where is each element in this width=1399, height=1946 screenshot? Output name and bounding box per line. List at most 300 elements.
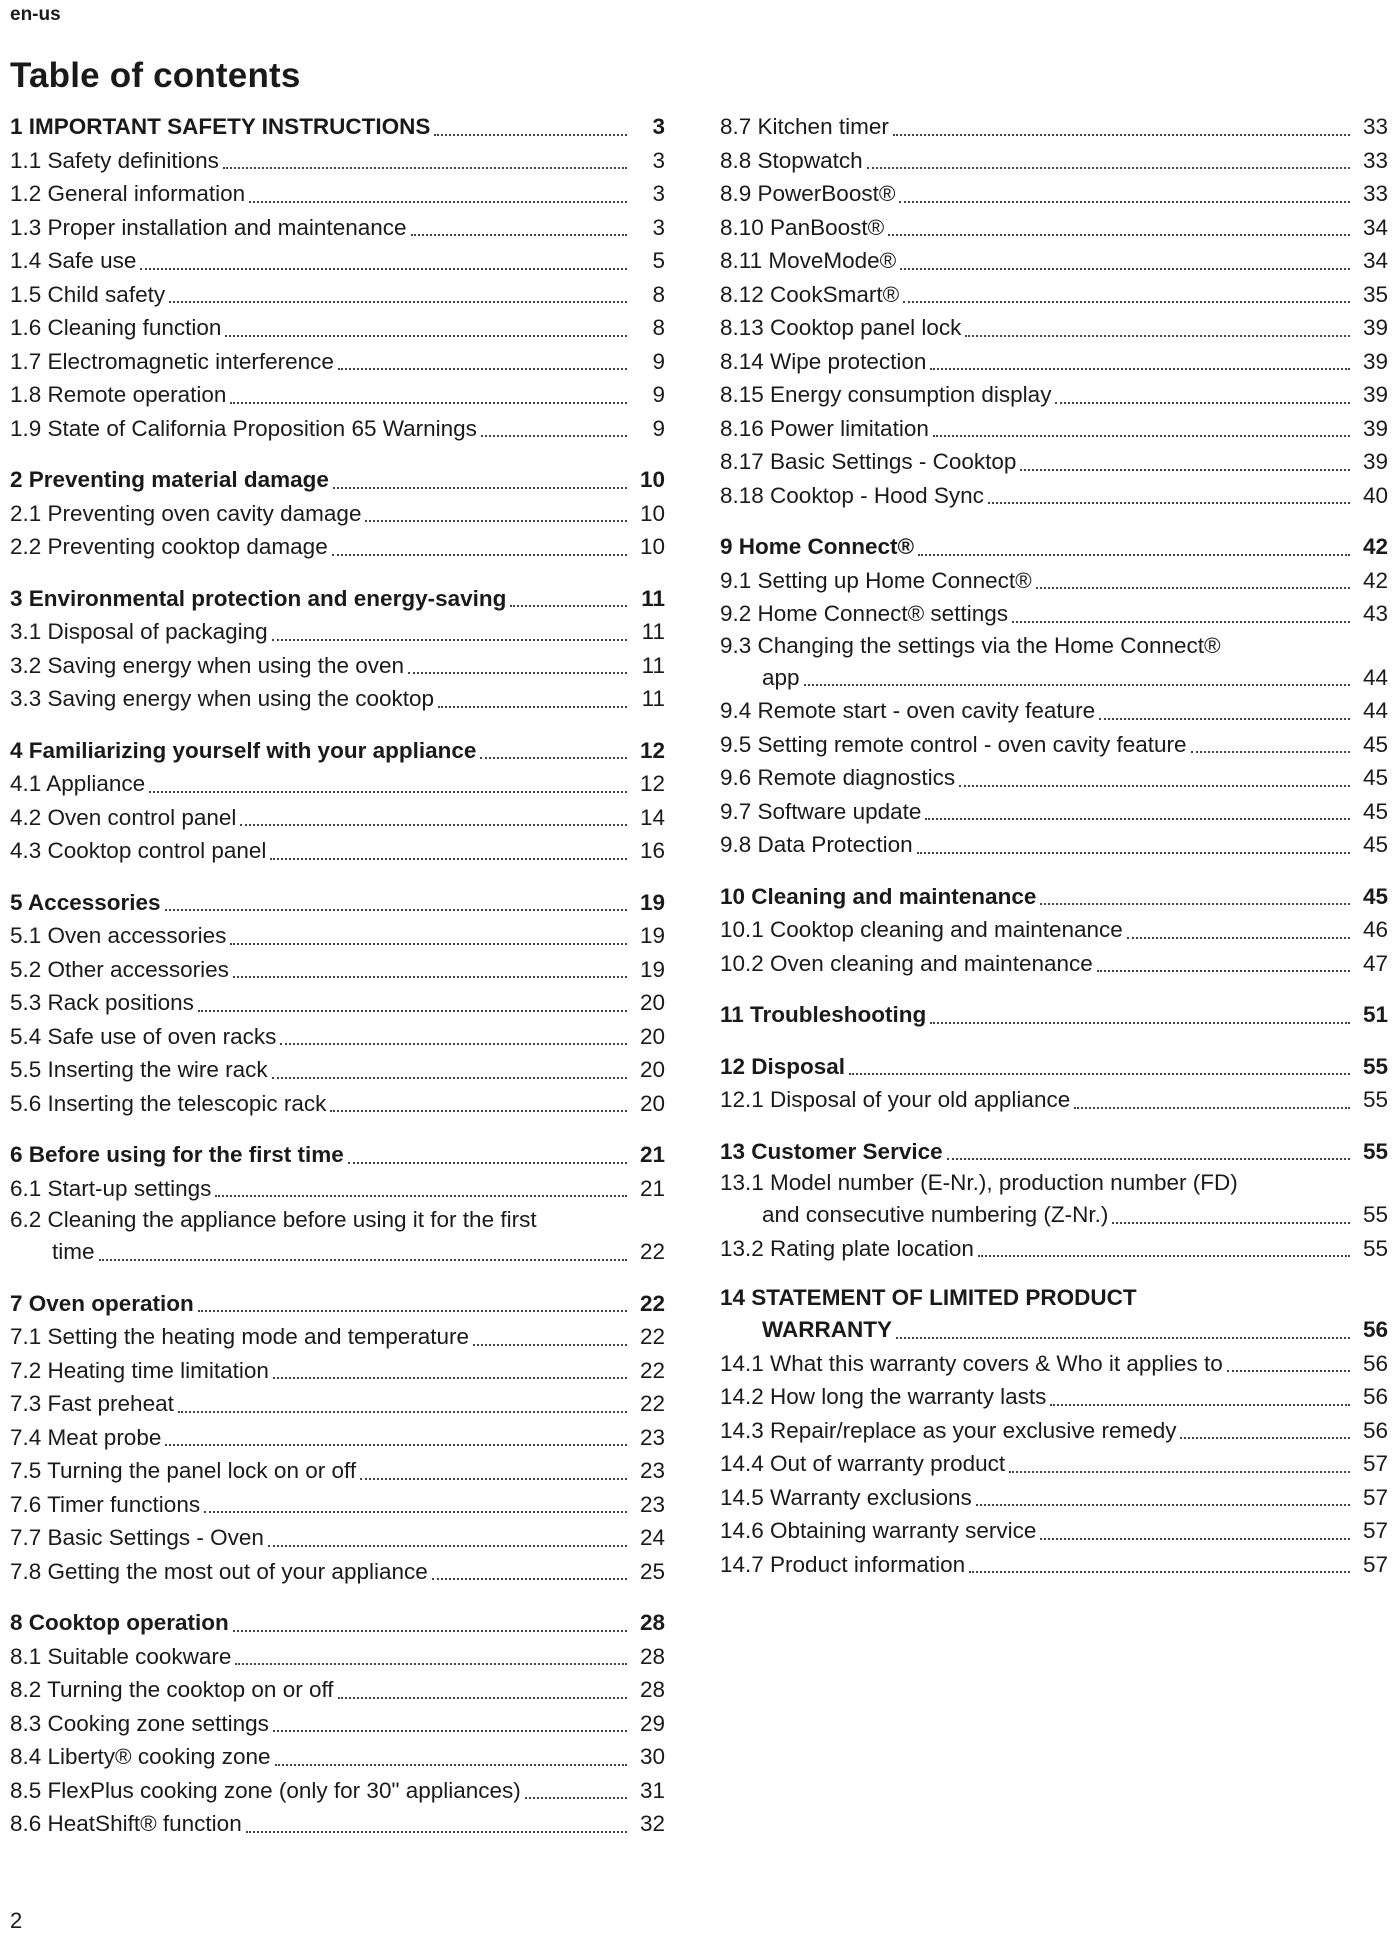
toc-chapter-page: 45 [1362, 883, 1388, 909]
toc-entry-title: 14.7 Product information [720, 1551, 966, 1577]
toc-section [720, 1283, 1388, 1581]
toc-entry[interactable] [720, 728, 1388, 762]
toc-entry-page: 23 [639, 1424, 665, 1450]
dot-leader [1012, 621, 1350, 623]
toc-chapter-page: 3 [652, 114, 665, 139]
toc-entry[interactable] [720, 761, 1388, 795]
toc-entry-page: 45 [1362, 832, 1388, 857]
toc-chapter-page: 56 [1362, 1317, 1388, 1342]
dot-leader [338, 1697, 627, 1699]
toc-entry[interactable] [720, 1347, 1388, 1381]
toc-entry[interactable] [10, 177, 665, 211]
toc-entry-title: 1.7 Electromagnetic interference [10, 348, 334, 374]
toc-entry[interactable] [720, 1514, 1388, 1548]
toc-entry-title: 7.3 Fast preheat [10, 1391, 174, 1416]
toc-entry-title: 8.16 Power limitation [720, 415, 929, 441]
toc-entry[interactable] [10, 682, 665, 716]
toc-entry-title: 1.9 State of California Proposition 65 Warnings [10, 415, 477, 441]
toc-entry-page: 55 [1362, 1202, 1388, 1227]
toc-entry-page: 35 [1362, 281, 1388, 307]
dot-leader [1227, 1370, 1350, 1372]
toc-section [720, 110, 1388, 512]
toc-entry[interactable] [10, 1774, 665, 1808]
toc-entry-page: 55 [1362, 1235, 1388, 1261]
dot-leader [365, 520, 627, 522]
toc-entry-title: 5.4 Safe use of oven racks [10, 1023, 277, 1049]
toc-entry-title: 7.2 Heating time limitation [10, 1357, 269, 1383]
toc-entry-page: 22 [639, 1324, 665, 1349]
toc-entry[interactable] [10, 244, 665, 278]
toc-entry-title: 13.2 Rating plate location [720, 1235, 974, 1261]
dot-leader [230, 402, 627, 404]
toc-entry[interactable] [10, 986, 665, 1020]
toc-chapter[interactable] [720, 1050, 1388, 1084]
toc-entry[interactable] [10, 1020, 665, 1054]
toc-entry[interactable] [720, 947, 1388, 981]
toc-chapter[interactable] [10, 110, 665, 144]
toc-chapter-page: 11 [641, 585, 665, 611]
toc-entry-title: 4.1 Appliance [10, 771, 146, 796]
toc-entry-page: 56 [1362, 1417, 1388, 1443]
toc-chapter-page: 55 [1362, 1138, 1388, 1164]
toc-section [10, 1287, 665, 1589]
dot-leader [978, 1255, 1350, 1257]
dot-leader [332, 554, 627, 556]
dot-leader [804, 684, 1350, 686]
page-title: Table of contents [10, 56, 301, 95]
toc-entry[interactable] [720, 378, 1388, 412]
toc-entry[interactable] [720, 244, 1388, 278]
toc-entry-title: 5.5 Inserting the wire rack [10, 1057, 268, 1082]
toc-entry-title: 2.1 Preventing oven cavity damage [10, 500, 362, 526]
toc-entry-page: 25 [639, 1558, 665, 1584]
toc-chapter-title: 10 Cleaning and maintenance [720, 883, 1037, 909]
dot-leader [204, 1511, 627, 1513]
toc-entry-title: 8.1 Suitable cookware [10, 1643, 232, 1669]
toc-entry-title: 14.1 What this warranty covers & Who it applies to [720, 1350, 1223, 1376]
toc-entry[interactable] [720, 564, 1388, 598]
toc-entry-page: 8 [652, 315, 665, 340]
toc-chapter[interactable] [10, 1606, 665, 1640]
toc-entry[interactable] [10, 801, 665, 835]
toc-entry[interactable] [720, 795, 1388, 829]
toc-entry-title: 10.2 Oven cleaning and maintenance [720, 950, 1093, 976]
toc-entry-title: 7.1 Setting the heating mode and temperature [10, 1324, 470, 1349]
dot-leader [525, 1797, 627, 1799]
dot-leader [1050, 1404, 1350, 1406]
dot-leader [925, 818, 1350, 820]
dot-leader [223, 167, 627, 169]
dot-leader [273, 1377, 627, 1379]
toc-entry-page: 39 [1362, 449, 1388, 474]
toc-entry-page: 10 [639, 500, 665, 526]
toc-entry-title: 14.5 Warranty exclusions [720, 1484, 972, 1510]
dot-leader [338, 368, 627, 370]
toc-entry[interactable] [720, 144, 1388, 178]
toc-chapter[interactable] [10, 734, 665, 768]
toc-chapter-page: 12 [639, 737, 665, 763]
dot-leader [233, 976, 627, 978]
dot-leader [165, 1444, 627, 1446]
toc-entry-title: 8.3 Cooking zone settings [10, 1710, 269, 1736]
toc-entry-title: 8.5 FlexPlus cooking zone (only for 30" appliances) [10, 1777, 521, 1803]
toc-entry[interactable] [10, 497, 665, 531]
dot-leader [1009, 1471, 1350, 1473]
toc-entry-title: 8.9 PowerBoost® [720, 181, 896, 206]
toc-entry-title: 7.8 Getting the most out of your appliance [10, 1558, 428, 1584]
toc-entry-page: 33 [1362, 114, 1388, 139]
toc-entry[interactable] [10, 1673, 665, 1707]
language-tag: en-us [10, 4, 61, 25]
dot-leader [408, 672, 627, 674]
toc-entry-title-cont: time [52, 1239, 95, 1264]
toc-entry-page: 21 [639, 1175, 665, 1201]
dot-leader [246, 1831, 627, 1833]
toc-entry[interactable] [720, 1414, 1388, 1448]
toc-chapter-page: 19 [639, 889, 665, 915]
dot-leader [272, 639, 627, 641]
toc-entry-page: 24 [639, 1525, 665, 1550]
toc-entry[interactable] [10, 1053, 665, 1087]
toc-chapter-page: 10 [639, 467, 665, 492]
toc-entry[interactable] [720, 311, 1388, 345]
toc-entry[interactable] [720, 412, 1388, 446]
toc-entry[interactable] [10, 1740, 665, 1774]
dot-leader [896, 1337, 1350, 1339]
toc-entry[interactable] [10, 378, 665, 412]
toc-entry-page: 5 [652, 248, 665, 273]
toc-entry[interactable] [10, 834, 665, 868]
toc-entry[interactable] [10, 1320, 665, 1354]
dot-leader [270, 858, 627, 860]
dot-leader [1040, 1538, 1350, 1540]
toc-entry[interactable] [10, 1235, 665, 1269]
dot-leader [272, 1077, 627, 1079]
dot-leader [917, 852, 1350, 854]
toc-entry[interactable] [720, 1447, 1388, 1481]
toc-entry-page: 46 [1362, 917, 1388, 942]
toc-chapter-page: 22 [639, 1290, 665, 1316]
toc-entry[interactable] [10, 278, 665, 312]
toc-entry[interactable] [10, 1387, 665, 1421]
toc-entry-title: 9.5 Setting remote control - oven cavity feature [720, 731, 1187, 757]
dot-leader [215, 1195, 627, 1197]
toc-chapter[interactable] [720, 998, 1388, 1032]
dot-leader [99, 1259, 627, 1261]
dot-leader [235, 1663, 627, 1665]
toc-entry[interactable] [10, 345, 665, 379]
toc-entry-title: 8.13 Cooktop panel lock [720, 315, 962, 340]
toc-entry-title: 8.15 Energy consumption display [720, 382, 1052, 407]
dot-leader [249, 201, 627, 203]
toc-entry-page: 20 [639, 1057, 665, 1082]
toc-entry[interactable] [10, 919, 665, 953]
dot-leader [233, 1630, 627, 1632]
toc-entry-title: 5.2 Other accessories [10, 956, 229, 982]
toc-entry-page: 23 [639, 1458, 665, 1483]
toc-entry[interactable] [720, 1232, 1388, 1266]
dot-leader [149, 791, 627, 793]
toc-entry-title-line: 13.1 Model number (E-Nr.), production number (FD) [720, 1170, 1238, 1195]
toc-entry-page: 29 [639, 1710, 665, 1736]
toc-entry[interactable] [720, 211, 1388, 245]
toc-entry[interactable] [720, 1198, 1388, 1232]
toc-chapter-page: 42 [1362, 534, 1388, 559]
toc-entry-title: 1.1 Safety definitions [10, 147, 219, 173]
toc-entry-title: 5.6 Inserting the telescopic rack [10, 1090, 327, 1116]
toc-entry[interactable] [10, 767, 665, 801]
dot-leader [1020, 469, 1350, 471]
dot-leader [965, 335, 1350, 337]
toc-chapter-page: 55 [1362, 1053, 1388, 1079]
toc-chapter-title-line: 14 STATEMENT OF LIMITED PRODUCT [720, 1285, 1137, 1310]
toc-chapter[interactable] [720, 880, 1388, 914]
dot-leader [1074, 1107, 1350, 1109]
dot-leader [140, 268, 627, 270]
toc-entry-title: 14.4 Out of warranty product [720, 1451, 1006, 1476]
toc-chapter[interactable] [10, 886, 665, 920]
toc-entry-title: 9.8 Data Protection [720, 832, 913, 857]
toc-entry-title: 9.6 Remote diagnostics [720, 765, 956, 790]
dot-leader [918, 554, 1350, 556]
toc-entry-page: 56 [1362, 1384, 1388, 1409]
toc-section [10, 582, 665, 716]
dot-leader [165, 909, 627, 911]
toc-section [10, 886, 665, 1121]
toc-entry-page: 9 [652, 382, 665, 407]
toc-entry[interactable] [720, 278, 1388, 312]
toc-entry-page: 16 [639, 838, 665, 863]
toc-entry[interactable] [10, 615, 665, 649]
toc-entry-page: 44 [1362, 664, 1388, 690]
toc-entry-page: 55 [1362, 1087, 1388, 1112]
toc-entry[interactable] [10, 1454, 665, 1488]
toc-entry-page: 44 [1362, 698, 1388, 723]
toc-chapter-title: 9 Home Connect® [720, 534, 915, 559]
toc-entry[interactable] [10, 1488, 665, 1522]
toc-entry-title: 8.14 Wipe protection [720, 348, 927, 374]
dot-leader [976, 1504, 1350, 1506]
toc-entry-page: 11 [641, 686, 665, 711]
dot-leader [1055, 402, 1350, 404]
toc-chapter-title: 12 Disposal [720, 1053, 846, 1079]
dot-leader [930, 368, 1350, 370]
toc-entry[interactable] [10, 953, 665, 987]
toc-entry[interactable] [720, 1083, 1388, 1117]
dot-leader [947, 1158, 1350, 1160]
toc-entry-title: 9.7 Software update [720, 798, 922, 824]
toc-entry-page: 45 [1362, 731, 1388, 757]
toc-entry[interactable] [10, 211, 665, 245]
toc-entry[interactable] [10, 1521, 665, 1555]
toc-entry-title: 1.2 General information [10, 181, 246, 206]
toc-entry-title: 14.3 Repair/replace as your exclusive remedy [720, 1417, 1177, 1443]
toc-chapter[interactable] [10, 463, 665, 497]
toc-chapter[interactable] [720, 530, 1388, 564]
toc-entry-title-line: 6.2 Cleaning the appliance before using it for the first [10, 1207, 537, 1232]
toc-entry-page: 3 [652, 147, 665, 173]
toc-entry-title: 8.12 CookSmart® [720, 281, 900, 307]
toc-entry-page: 42 [1362, 567, 1388, 593]
toc-entry-page: 33 [1362, 181, 1388, 206]
toc-chapter[interactable] [10, 1138, 665, 1172]
dot-leader [225, 335, 627, 337]
toc-entry-title: 10.1 Cooktop cleaning and maintenance [720, 917, 1123, 942]
toc-section [10, 1138, 665, 1269]
toc-entry[interactable] [720, 694, 1388, 728]
toc-entry-title: 9.2 Home Connect® settings [720, 601, 1008, 626]
toc-entry[interactable] [10, 1807, 665, 1841]
dot-leader [1036, 587, 1350, 589]
toc-entry[interactable] [720, 913, 1388, 947]
dot-leader [1099, 718, 1350, 720]
toc-chapter-title-cont: WARRANTY [762, 1317, 892, 1342]
toc-entry-title-cont: app [762, 664, 800, 690]
toc-entry-title: 9.4 Remote start - oven cavity feature [720, 698, 1096, 723]
toc-entry[interactable] [720, 1548, 1388, 1582]
toc-entry-title: 7.7 Basic Settings - Oven [10, 1525, 264, 1550]
toc-entry-page: 8 [652, 281, 665, 307]
toc-entry-title: 5.3 Rack positions [10, 990, 194, 1015]
toc-entry[interactable] [10, 649, 665, 683]
toc-entry[interactable] [10, 1354, 665, 1388]
toc-entry-page: 23 [639, 1491, 665, 1517]
dot-leader [900, 268, 1350, 270]
toc-entry[interactable] [10, 530, 665, 564]
toc-entry-page: 39 [1362, 348, 1388, 374]
toc-entry[interactable] [10, 1707, 665, 1741]
toc-entry-page: 57 [1362, 1518, 1388, 1543]
toc-entry[interactable] [720, 479, 1388, 513]
dot-leader [510, 605, 627, 607]
dot-leader [1040, 903, 1350, 905]
dot-leader [480, 757, 627, 759]
toc-entry-page: 22 [639, 1391, 665, 1416]
toc-entry-title: 14.6 Obtaining warranty service [720, 1518, 1037, 1543]
toc-section [10, 1606, 665, 1841]
toc-entry-title: 6.1 Start-up settings [10, 1175, 212, 1201]
toc-entry[interactable] [720, 1481, 1388, 1515]
toc-entry-page: 57 [1362, 1551, 1388, 1577]
dot-leader [434, 134, 627, 136]
toc-column-left [10, 110, 665, 1859]
toc-entry-page: 9 [652, 348, 665, 374]
dot-leader [988, 502, 1350, 504]
toc-entry[interactable] [720, 1380, 1388, 1414]
toc-chapter-title: 8 Cooktop operation [10, 1610, 229, 1635]
toc-section [10, 463, 665, 564]
toc-entry-title: 8.8 Stopwatch [720, 147, 863, 173]
toc-entry-title: 2.2 Preventing cooktop damage [10, 534, 328, 559]
dot-leader [438, 706, 627, 708]
dot-leader [473, 1344, 627, 1346]
page-number: 2 [10, 1908, 23, 1933]
dot-leader [360, 1478, 627, 1480]
dot-leader [348, 1162, 627, 1164]
toc-entry-title: 8.10 PanBoost® [720, 214, 885, 240]
toc-section [720, 530, 1388, 862]
dot-leader [198, 1310, 627, 1312]
toc-entry-page: 10 [639, 534, 665, 559]
toc-entry[interactable] [10, 1421, 665, 1455]
toc-entry[interactable] [10, 1087, 665, 1121]
toc-entry-title: 9.1 Setting up Home Connect® [720, 567, 1032, 593]
toc-chapter-title: 1 IMPORTANT SAFETY INSTRUCTIONS [10, 114, 431, 139]
dot-leader [969, 1571, 1350, 1573]
toc-entry-title: 8.4 Liberty® cooking zone [10, 1744, 271, 1769]
toc-entry-page: 22 [639, 1239, 665, 1264]
toc-chapter[interactable] [720, 1313, 1388, 1347]
toc-entry-title-cont: and consecutive numbering (Z-Nr.) [762, 1202, 1109, 1227]
toc-chapter[interactable] [10, 1287, 665, 1321]
toc-entry[interactable] [10, 311, 665, 345]
toc-entry[interactable] [10, 1555, 665, 1589]
toc-entry-title: 7.5 Turning the panel lock on or off [10, 1458, 357, 1483]
toc-entry-page: 33 [1362, 147, 1388, 173]
dot-leader [867, 167, 1350, 169]
toc-entry[interactable] [720, 345, 1388, 379]
dot-leader [1127, 937, 1350, 939]
toc-entry-title: 8.17 Basic Settings - Cooktop [720, 449, 1017, 474]
toc-entry[interactable] [10, 1172, 665, 1206]
toc-chapter-title: 6 Before using for the first time [10, 1142, 344, 1167]
dot-leader [240, 824, 627, 826]
dot-leader [959, 785, 1350, 787]
toc-entry[interactable] [10, 1640, 665, 1674]
toc-entry-page: 11 [641, 652, 665, 678]
toc-entry[interactable] [720, 597, 1388, 631]
toc-chapter-page: 28 [639, 1610, 665, 1635]
toc-section [720, 880, 1388, 981]
toc-entry-title: 3.1 Disposal of packaging [10, 619, 268, 644]
toc-entry[interactable] [720, 177, 1388, 211]
toc-entry-title: 8.2 Turning the cooktop on or off [10, 1677, 334, 1702]
toc-entry-title-line: 9.3 Changing the settings via the Home Connect® [720, 632, 1221, 658]
toc-section [720, 1135, 1388, 1266]
toc-entry-title: 8.11 MoveMode® [720, 248, 897, 273]
dot-leader [333, 487, 627, 489]
toc-entry-title: 8.7 Kitchen timer [720, 114, 889, 139]
toc-section [720, 998, 1388, 1032]
toc-entry-title: 1.6 Cleaning function [10, 315, 222, 340]
toc-entry[interactable] [10, 412, 665, 446]
dot-leader [268, 1545, 627, 1547]
toc-entry-page: 39 [1362, 382, 1388, 407]
toc-entry[interactable] [720, 828, 1388, 862]
dot-leader [198, 1010, 627, 1012]
toc-entry-page: 34 [1362, 248, 1388, 273]
toc-entry-page: 20 [639, 990, 665, 1015]
dot-leader [275, 1764, 628, 1766]
toc-entry[interactable] [720, 661, 1388, 695]
toc-entry-title: 1.8 Remote operation [10, 382, 227, 407]
dot-leader [280, 1043, 627, 1045]
toc-section [10, 110, 665, 445]
toc-chapter-page: 51 [1362, 1002, 1388, 1027]
toc-entry-page: 34 [1362, 214, 1388, 240]
toc-entry[interactable] [720, 445, 1388, 479]
toc-chapter-title: 5 Accessories [10, 889, 161, 915]
toc-entry-title: 1.5 Child safety [10, 281, 166, 307]
toc-entry[interactable] [10, 144, 665, 178]
toc-chapter[interactable] [720, 1135, 1388, 1169]
toc-entry-title: 4.3 Cooktop control panel [10, 838, 267, 863]
toc-entry[interactable] [720, 110, 1388, 144]
toc-entry-page: 3 [652, 181, 665, 206]
toc-chapter[interactable] [10, 582, 665, 616]
toc-entry-page: 57 [1362, 1451, 1388, 1476]
dot-leader [178, 1411, 627, 1413]
